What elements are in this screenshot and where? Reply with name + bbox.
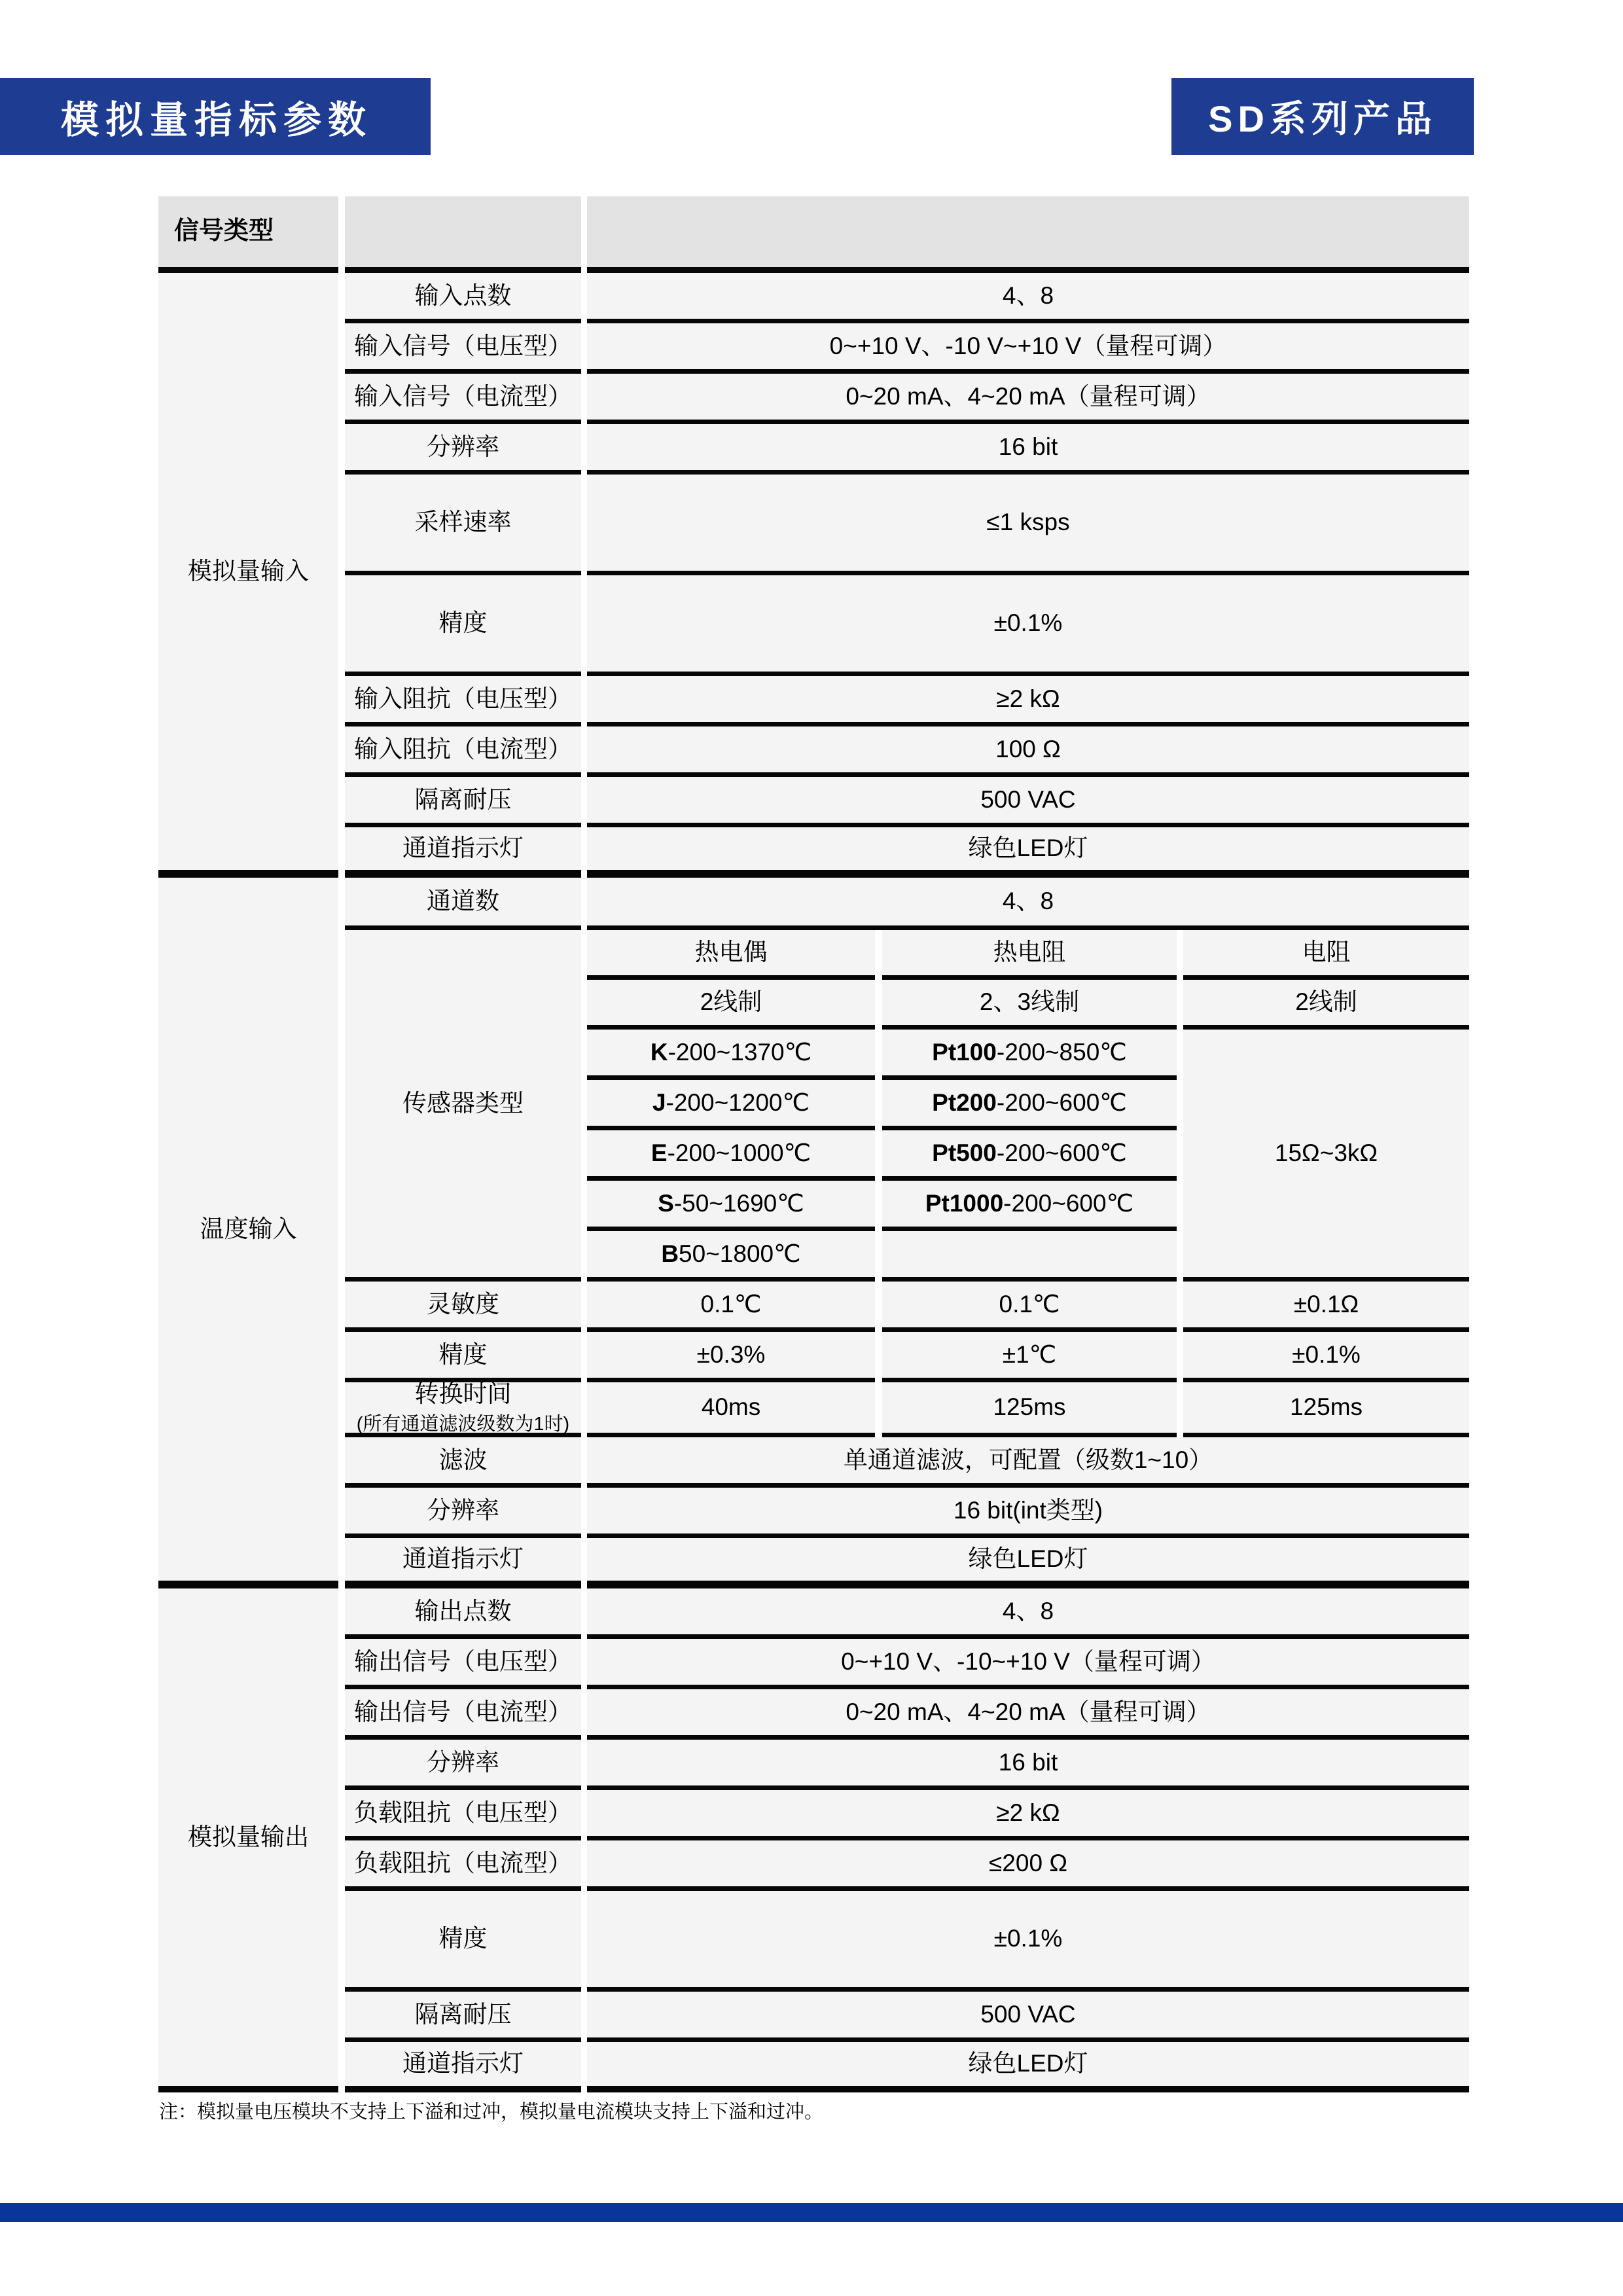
param-label: 输出信号（电流型） xyxy=(345,1689,581,1740)
sensor-code: S xyxy=(658,1189,674,1217)
rtd-range-cell xyxy=(882,1181,1177,1231)
param-label: 精度 xyxy=(345,1332,581,1382)
param-label: 隔离耐压 xyxy=(345,1992,581,2042)
signal-type-header: 信号类型 xyxy=(158,196,338,273)
category-temperature-input: 温度输入 xyxy=(158,878,338,1588)
sensor-range: -200~1000℃ xyxy=(667,1139,812,1166)
param-label: 采样速率 xyxy=(345,475,581,575)
param-value: ≤200 Ω xyxy=(587,1840,1469,1891)
footnote: 注：模拟量电压模块不支持上下溢和过冲，模拟量电流模块支持上下溢和过冲。 xyxy=(159,2102,824,2123)
empty-cell xyxy=(882,1231,1177,1282)
rtd-range-cell xyxy=(882,1030,1177,1080)
param-value: 0~+10 V、-10 V~+10 V（量程可调） xyxy=(587,323,1469,374)
metric-value: 0.1℃ xyxy=(587,1282,875,1332)
param-label: 输出点数 xyxy=(345,1588,581,1639)
sensor-code: J xyxy=(652,1088,666,1116)
tc-range-cell xyxy=(587,1080,875,1130)
header-spacer-cell xyxy=(587,196,1469,273)
param-value: 500 VAC xyxy=(587,1992,1469,2042)
sensor-code: Pt500 xyxy=(932,1139,997,1166)
param-value: 16 bit(int类型) xyxy=(587,1488,1469,1538)
sensor-range: -200~1370℃ xyxy=(668,1038,812,1066)
param-label: 输入信号（电压型） xyxy=(345,323,581,374)
param-label: 通道指示灯 xyxy=(345,1538,581,1588)
param-value: ±0.1% xyxy=(587,1891,1469,1992)
param-label: 滤波 xyxy=(345,1437,581,1488)
param-label: 分辨率 xyxy=(345,1488,581,1538)
metric-value: ±1℃ xyxy=(882,1332,1177,1382)
metric-value: 0.1℃ xyxy=(882,1282,1177,1332)
param-value: 0~+10 V、-10~+10 V（量程可调） xyxy=(587,1639,1469,1689)
param-value: ±0.1% xyxy=(587,575,1469,676)
param-value: ≥2 kΩ xyxy=(587,1790,1469,1840)
sensor-type-label: 传感器类型 xyxy=(345,930,581,1282)
param-value: 16 bit xyxy=(587,424,1469,475)
param-label: 分辨率 xyxy=(345,1740,581,1790)
wiring-cell: 2线制 xyxy=(1183,980,1469,1030)
category-analog-input: 模拟量输入 xyxy=(158,273,338,878)
param-value: 绿色LED灯 xyxy=(587,1538,1469,1588)
metric-value: ±0.3% xyxy=(587,1332,875,1382)
param-value: 16 bit xyxy=(587,1740,1469,1790)
param-label: 隔离耐压 xyxy=(345,777,581,827)
wiring-cell: 2线制 xyxy=(587,980,875,1030)
param-label: 分辨率 xyxy=(345,424,581,475)
param-value: ≥2 kΩ xyxy=(587,676,1469,726)
param-value: ≤1 ksps xyxy=(587,475,1469,575)
param-label: 负载阻抗（电流型） xyxy=(345,1840,581,1891)
param-value: 绿色LED灯 xyxy=(587,2042,1469,2092)
param-label: 输入信号（电流型） xyxy=(345,374,581,424)
page-title: 模拟量指标参数 xyxy=(0,78,431,155)
rtd-range-cell xyxy=(882,1130,1177,1181)
param-label: 输出信号（电压型） xyxy=(345,1639,581,1689)
sensor-code: E xyxy=(651,1139,668,1166)
resistance-range-cell: 15Ω~3kΩ xyxy=(1183,1030,1469,1282)
param-label: 通道指示灯 xyxy=(345,2042,581,2092)
category-analog-output: 模拟量输出 xyxy=(158,1588,338,2092)
sensor-range: -50~1690℃ xyxy=(673,1189,804,1217)
sensor-range: -200~850℃ xyxy=(996,1038,1127,1066)
header-spacer-cell xyxy=(345,196,581,273)
metric-value: ±0.1% xyxy=(1183,1332,1469,1382)
param-label: 通道数 xyxy=(345,878,581,930)
param-label: 输入点数 xyxy=(345,273,581,323)
tc-range-cell xyxy=(587,1231,875,1282)
sensor-col-header-rtd: 热电阻 xyxy=(882,930,1177,980)
sensor-col-header-resistance: 电阻 xyxy=(1183,930,1469,980)
sensor-range: 50~1800℃ xyxy=(679,1240,801,1267)
tc-range-cell xyxy=(587,1130,875,1181)
param-value: 绿色LED灯 xyxy=(587,827,1469,878)
param-value: 500 VAC xyxy=(587,777,1469,827)
param-label-conversion-time xyxy=(345,1382,581,1437)
rtd-range-cell xyxy=(882,1080,1177,1130)
param-value: 100 Ω xyxy=(587,726,1469,777)
param-label: 输入阻抗（电压型） xyxy=(345,676,581,726)
sensor-range: -200~600℃ xyxy=(996,1088,1127,1116)
param-label: 通道指示灯 xyxy=(345,827,581,878)
tc-range-cell xyxy=(587,1181,875,1231)
wiring-cell: 2、3线制 xyxy=(882,980,1177,1030)
param-value: 0~20 mA、4~20 mA（量程可调） xyxy=(587,1689,1469,1740)
spec-table xyxy=(158,196,1469,2092)
metric-value: 125ms xyxy=(882,1382,1177,1437)
param-label-line2: (所有通道滤波级数为1时) xyxy=(356,1413,570,1435)
sensor-code: Pt1000 xyxy=(925,1189,1004,1217)
footer-bar xyxy=(0,2203,1623,2222)
param-label-line1: 转换时间 xyxy=(414,1380,512,1408)
metric-value: 125ms xyxy=(1183,1382,1469,1437)
metric-value: ±0.1Ω xyxy=(1183,1282,1469,1332)
param-label: 负载阻抗（电压型） xyxy=(345,1790,581,1840)
param-label: 输入阻抗（电流型） xyxy=(345,726,581,777)
sensor-range: -200~600℃ xyxy=(996,1139,1127,1166)
param-value: 4、8 xyxy=(587,273,1469,323)
param-value: 4、8 xyxy=(587,1588,1469,1639)
param-label: 精度 xyxy=(345,575,581,676)
param-value: 单通道滤波，可配置（级数1~10） xyxy=(587,1437,1469,1488)
sensor-code: K xyxy=(650,1038,668,1066)
sensor-col-header-thermocouple: 热电偶 xyxy=(587,930,875,980)
sensor-code: Pt100 xyxy=(932,1038,997,1066)
sensor-range: -200~1200℃ xyxy=(666,1088,810,1116)
metric-value: 40ms xyxy=(587,1382,875,1437)
param-label: 精度 xyxy=(345,1891,581,1992)
param-label: 灵敏度 xyxy=(345,1282,581,1332)
sensor-code: Pt200 xyxy=(932,1088,997,1116)
param-value: 4、8 xyxy=(587,878,1469,930)
tc-range-cell xyxy=(587,1030,875,1080)
sensor-range: -200~600℃ xyxy=(1003,1189,1134,1217)
series-badge: SD系列产品 xyxy=(1171,78,1474,155)
param-value: 0~20 mA、4~20 mA（量程可调） xyxy=(587,374,1469,424)
sensor-code: B xyxy=(661,1240,679,1267)
